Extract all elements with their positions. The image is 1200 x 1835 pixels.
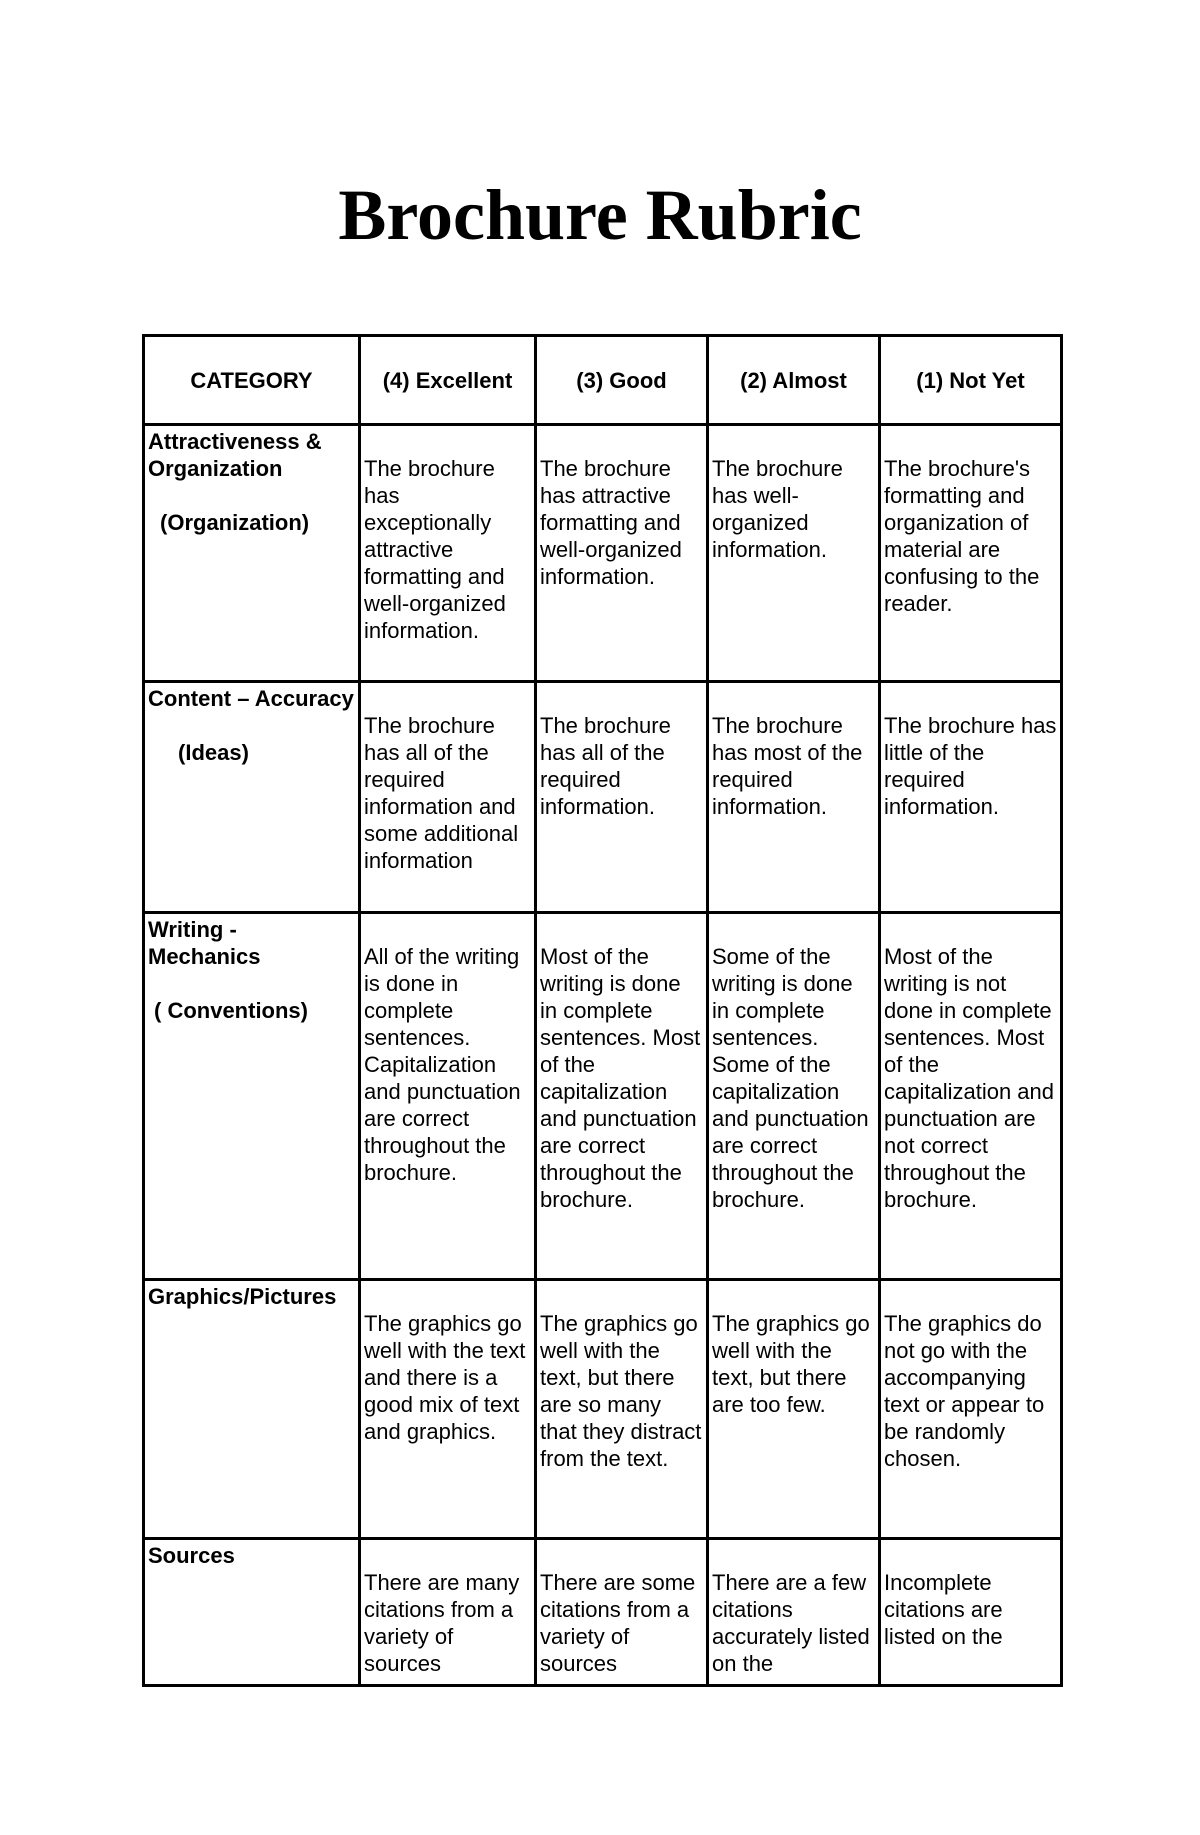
category-name: Attractiveness & Organization [148, 429, 322, 481]
rubric-cell [880, 425, 1062, 682]
cell-text: The brochure has little of the required information. [884, 713, 1057, 819]
rubric-cell [360, 1280, 536, 1539]
rubric-table [142, 334, 1063, 1687]
table-row [144, 682, 1062, 913]
rubric-cell [708, 1539, 880, 1686]
category-name: Content – Accuracy [148, 686, 354, 711]
rubric-cell [360, 913, 536, 1280]
rubric-cell [708, 913, 880, 1280]
rubric-cell [360, 682, 536, 913]
rubric-cell [880, 913, 1062, 1280]
cell-text: Some of the writing is done in complete sentences. Some of the capitalization and punctuation are correct throughout the brochure. [712, 944, 869, 1212]
cell-text: There are many citations from a variety of sources [364, 1570, 520, 1676]
cell-text: There are a few citations accurately listed on the [712, 1570, 870, 1676]
cell-text: The graphics go well with the text, but there are so many that they distract from the text. [540, 1311, 702, 1471]
rubric-cell [880, 1539, 1062, 1686]
rubric-cell [708, 1280, 880, 1539]
cell-text: The graphics do not go with the accompanying text or appear to be randomly chosen. [884, 1311, 1045, 1471]
table-row [144, 425, 1062, 682]
table-row [144, 913, 1062, 1280]
rubric-cell [536, 913, 708, 1280]
rubric-cell [536, 682, 708, 913]
rubric-cell [536, 1280, 708, 1539]
category-name: Sources [148, 1543, 235, 1568]
category-trait: ( Conventions) [154, 998, 308, 1023]
cell-text: The graphics go well with the text, but there are too few. [712, 1311, 870, 1417]
header-good: (3) Good [536, 336, 708, 425]
cell-text: The brochure has attractive formatting and well-organized information. [540, 456, 682, 589]
rubric-cell [360, 425, 536, 682]
category-cell [144, 1280, 360, 1539]
category-name: Graphics/Pictures [148, 1284, 337, 1309]
cell-text: Most of the writing is done in complete sentences. Most of the capitalization and punctuation are correct throughout the brochure. [540, 944, 701, 1212]
page-title: Brochure Rubric [338, 175, 862, 255]
cell-text: Most of the writing is not done in complete sentences. Most of the capitalization and punctuation are not correct throughout the brochure. [884, 944, 1055, 1212]
rubric-cell [880, 682, 1062, 913]
category-cell [144, 425, 360, 682]
rubric-cell [880, 1280, 1062, 1539]
cell-text: The brochure has most of the required information. [712, 713, 863, 819]
category-name: Writing - Mechanics [148, 917, 261, 969]
category-cell [144, 682, 360, 913]
rubric-cell [536, 425, 708, 682]
category-trait: (Ideas) [178, 740, 249, 765]
cell-text: The brochure has all of the required information and some additional information [364, 713, 519, 873]
cell-text: The brochure has well-organized information. [712, 456, 843, 562]
rubric-cell [360, 1539, 536, 1686]
cell-text: The brochure has exceptionally attractive formatting and well-organized information. [364, 456, 506, 643]
header-category: CATEGORY [144, 336, 360, 425]
rubric-cell [708, 425, 880, 682]
category-trait: (Organization) [160, 510, 310, 535]
table-row [144, 1539, 1062, 1686]
cell-text: All of the writing is done in complete sentences. Capitalization and punctuation are correct throughout the brochure. [364, 944, 521, 1185]
cell-text: Incomplete citations are listed on the [884, 1570, 1003, 1649]
header-excellent: (4) Excellent [360, 336, 536, 425]
rubric-cell [708, 682, 880, 913]
header-row [144, 336, 1062, 425]
rubric-cell [536, 1539, 708, 1686]
cell-text: The brochure has all of the required information. [540, 713, 671, 819]
cell-text: There are some citations from a variety of sources [540, 1570, 696, 1676]
category-cell [144, 913, 360, 1280]
header-almost: (2) Almost [708, 336, 880, 425]
cell-text: The graphics go well with the text and there is a good mix of text and graphics. [364, 1311, 526, 1444]
cell-text: The brochure's formatting and organization of material are confusing to the reader. [884, 456, 1040, 616]
category-cell [144, 1539, 360, 1686]
table-row [144, 1280, 1062, 1539]
header-not-yet: (1) Not Yet [880, 336, 1062, 425]
